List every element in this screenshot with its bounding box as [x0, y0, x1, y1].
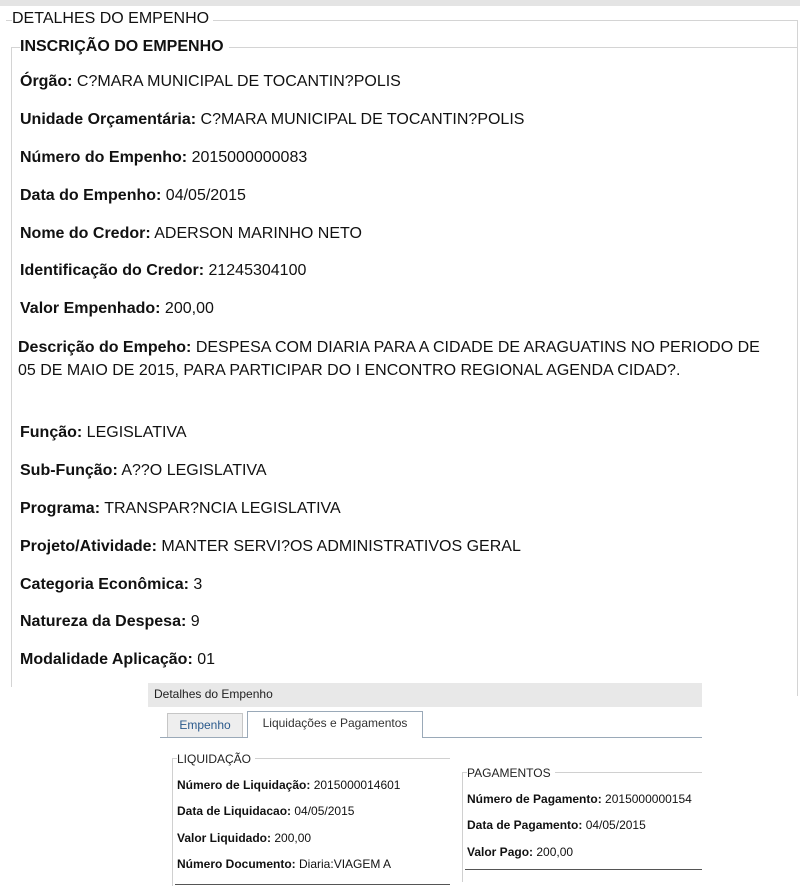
field-value: ADERSON MARINHO NETO [154, 225, 362, 242]
top-scroll-strip [0, 0, 800, 6]
field-value: LEGISLATIVA [86, 424, 187, 441]
dialog-title: Detalhes do Empenho [148, 683, 702, 707]
field-value: DESPESA COM DIARIA PARA A CIDADE DE ARAGUATINS NO PERIODO DE 05 DE MAIO DE 2015, PARA PARTICIPAR DO I ENCONTRO REGIONAL AGENDA CIDAD?. [18, 339, 760, 379]
field-label: Valor Empenhado: [20, 300, 161, 317]
field-natureza-despesa [20, 612, 200, 632]
field-value: 2015000014601 [313, 778, 401, 792]
pagamentos-border-left [462, 772, 463, 882]
field-label: Sub-Função: [20, 462, 118, 479]
field-categoria-economica [20, 575, 202, 595]
field-data-pagamento [467, 818, 646, 832]
field-modalidade-aplicacao [20, 650, 215, 670]
field-value: 04/05/2015 [165, 187, 246, 204]
field-value: TRANSPAR?NCIA LEGISLATIVA [104, 500, 341, 517]
field-label: Número Documento: [177, 857, 296, 871]
inscricao-legend: INSCRIÇÃO DO EMPENHO [20, 37, 229, 57]
field-data-liquidacao [177, 804, 354, 818]
field-label: Data de Liquidacao: [177, 804, 292, 818]
field-orgao [20, 72, 401, 92]
field-valor-liquidado [177, 831, 311, 845]
field-label: Identificação do Credor: [20, 262, 205, 279]
field-label: Valor Pago: [467, 845, 534, 859]
field-value: 01 [197, 651, 216, 668]
field-value: 200,00 [274, 831, 312, 845]
field-descricao-empenho [18, 336, 778, 382]
field-label: Categoria Econômica: [20, 576, 189, 593]
field-value: 200,00 [536, 845, 574, 859]
liquidacao-legend: LIQUIDAÇÃO [177, 752, 255, 766]
field-label: Programa: [20, 500, 101, 517]
field-label: Projeto/Atividade: [20, 538, 157, 555]
field-identificacao-credor [20, 261, 306, 281]
detalhes-legend: DETALHES DO EMPENHO [12, 9, 213, 29]
field-numero-documento [177, 857, 391, 871]
field-label: Descrição do Empeho: [18, 339, 192, 356]
field-value: 04/05/2015 [294, 804, 355, 818]
field-value: 200,00 [164, 300, 214, 317]
field-label: Função: [20, 424, 83, 441]
field-value: C?MARA MUNICIPAL DE TOCANTIN?POLIS [76, 73, 401, 90]
field-value: 2015000000154 [605, 792, 692, 806]
pagamentos-legend: PAGAMENTOS [467, 766, 555, 780]
liquidacao-border-bottom [175, 884, 450, 885]
field-value: Diaria:VIAGEM A [299, 857, 392, 871]
field-funcao [20, 423, 187, 443]
liquidacao-border-left [172, 758, 173, 886]
tab-liquidacoes-pagamentos[interactable]: Liquidações e Pagamentos [247, 711, 423, 738]
field-nome-credor [20, 224, 362, 244]
field-label: Modalidade Aplicação: [20, 651, 193, 668]
field-numero-empenho [20, 148, 307, 168]
field-unidade-orcamentaria [20, 110, 524, 130]
field-value: 9 [190, 613, 200, 630]
field-value: MANTER SERVI?OS ADMINISTRATIVOS GERAL [161, 538, 521, 555]
field-numero-liquidacao [177, 778, 400, 792]
tab-bar-line [160, 737, 702, 738]
field-value: 21245304100 [208, 262, 307, 279]
field-value: 2015000000083 [191, 149, 308, 166]
field-value: A??O LEGISLATIVA [121, 462, 267, 479]
field-numero-pagamento [467, 792, 692, 806]
field-label: Número de Liquidação: [177, 778, 311, 792]
field-label: Órgão: [20, 73, 73, 90]
field-projeto-atividade [20, 537, 521, 557]
field-value: 3 [193, 576, 203, 593]
field-label: Número de Pagamento: [467, 792, 602, 806]
field-label: Número do Empenho: [20, 149, 188, 166]
field-label: Data de Pagamento: [467, 818, 583, 832]
field-label: Unidade Orçamentária: [20, 111, 197, 128]
field-label: Data do Empenho: [20, 187, 162, 204]
field-valor-empenhado [20, 299, 214, 319]
field-programa [20, 499, 341, 519]
field-valor-pago [467, 845, 573, 859]
field-label: Natureza da Despesa: [20, 613, 187, 630]
field-label: Valor Liquidado: [177, 831, 272, 845]
field-label: Nome do Credor: [20, 225, 151, 242]
tab-empenho[interactable]: Empenho [167, 713, 243, 737]
field-data-empenho [20, 186, 246, 206]
field-value: 04/05/2015 [585, 818, 646, 832]
field-value: C?MARA MUNICIPAL DE TOCANTIN?POLIS [200, 111, 525, 128]
field-sub-funcao [20, 461, 267, 481]
active-tab-gap [248, 736, 422, 739]
pagamentos-border-bottom [465, 869, 702, 870]
